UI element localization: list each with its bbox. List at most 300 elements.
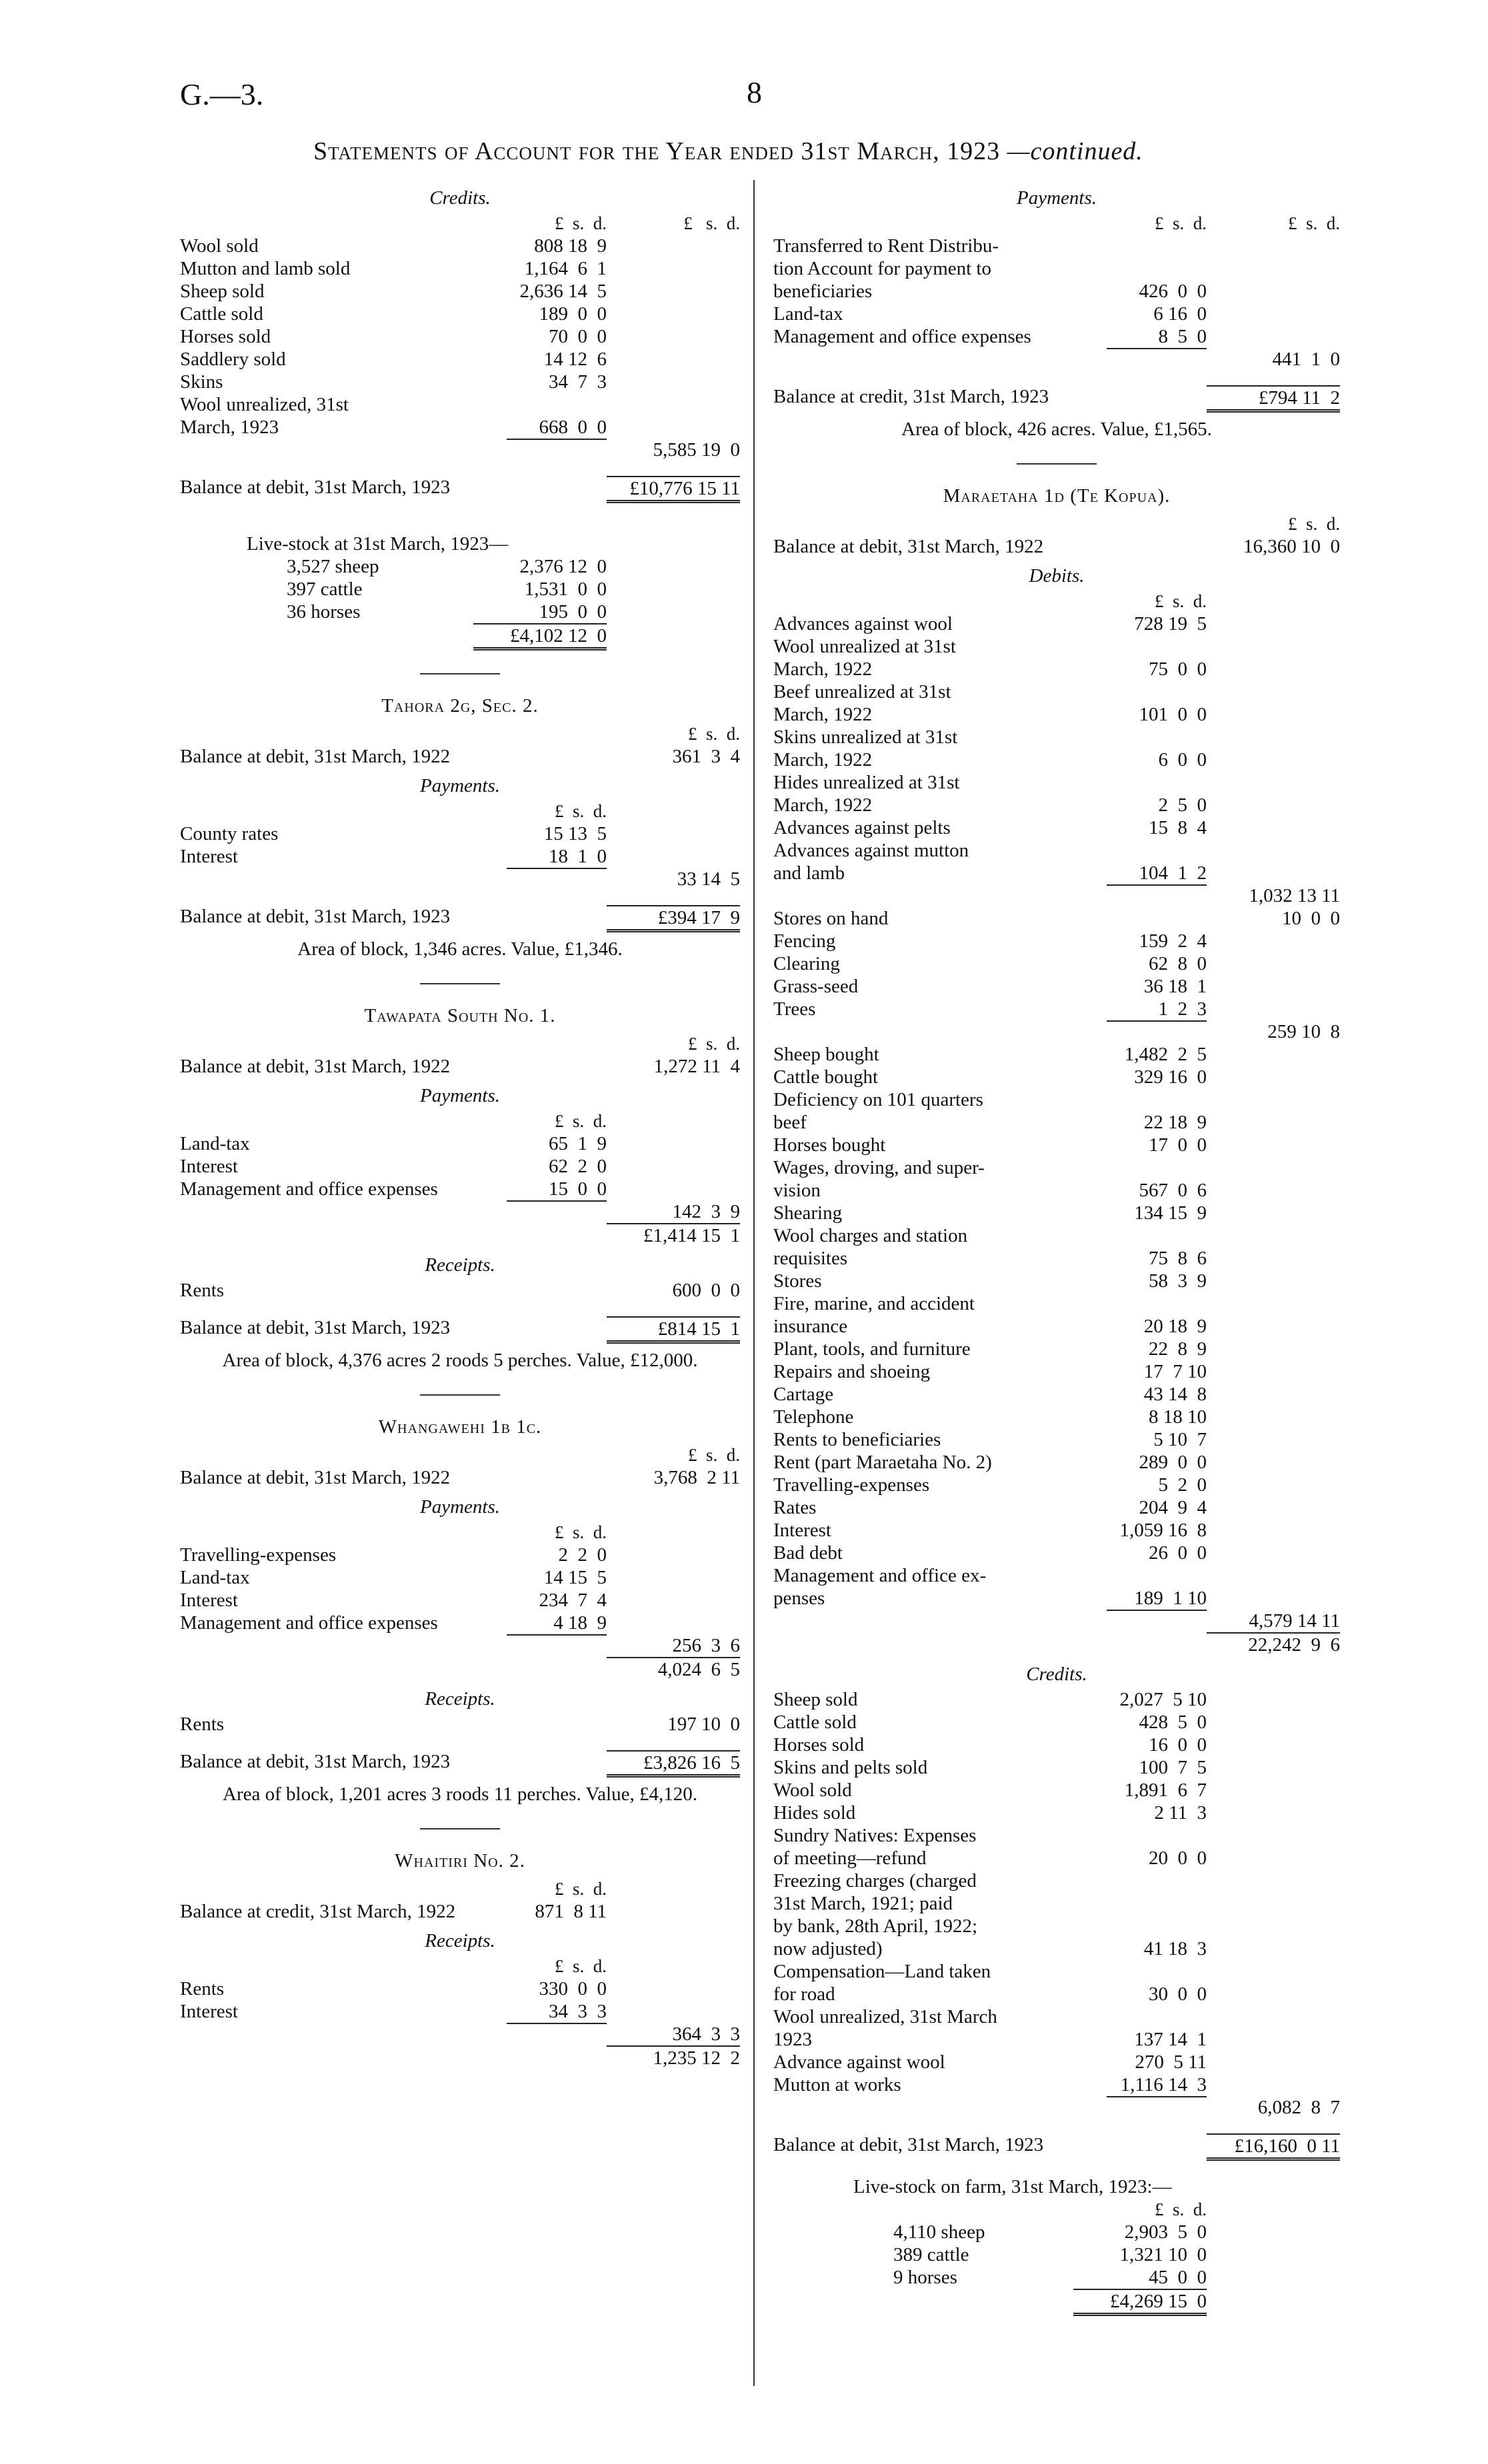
row-label: beneficiaries bbox=[773, 281, 873, 302]
maraetaha-debits-group2 bbox=[773, 930, 1340, 1020]
tawapata-balance-1923 bbox=[180, 1316, 740, 1344]
row-label: Fire, marine, and accident bbox=[773, 1293, 975, 1314]
table-row bbox=[773, 794, 1340, 816]
table-row bbox=[773, 1292, 1340, 1315]
row-label: Stores bbox=[773, 1270, 822, 1292]
row-label: Cattle bought bbox=[773, 1066, 879, 1088]
row-label: Rents bbox=[180, 1714, 225, 1735]
table-row bbox=[180, 1132, 740, 1155]
maraetaha-balance-1922-value: 16,360 10 0 bbox=[1243, 536, 1340, 557]
maraetaha-balance-1922-label: Balance at debit, 31st March, 1922 bbox=[773, 536, 1044, 557]
maraetaha-title: Maraetaha 1d (Te Kopua). bbox=[943, 485, 1171, 507]
credits-heading: Credits. bbox=[429, 187, 491, 209]
tahora-payments-total: 33 14 5 bbox=[677, 868, 740, 890]
row-label: Deficiency on 101 quarters bbox=[773, 1089, 983, 1110]
table-row bbox=[773, 1960, 1340, 1983]
row-label: Sheep bought bbox=[773, 1044, 879, 1065]
row-value: 159 2 4 bbox=[1139, 930, 1207, 952]
row-label: Wages, droving, and super- bbox=[773, 1157, 985, 1178]
table-row bbox=[773, 1451, 1340, 1474]
row-label: Management and office ex- bbox=[773, 1565, 987, 1586]
row-label: requisites bbox=[773, 1248, 848, 1269]
whangawehi-balance-1922-label: Balance at debit, 31st March, 1922 bbox=[180, 1467, 451, 1488]
table-row bbox=[773, 771, 1340, 794]
table-row bbox=[773, 1066, 1340, 1088]
right-balance-credit-1923 bbox=[773, 385, 1340, 413]
row-label: Rates bbox=[773, 1497, 817, 1518]
table-row bbox=[773, 1111, 1340, 1134]
tawapata-balance-1922-label: Balance at debit, 31st March, 1922 bbox=[180, 1056, 451, 1077]
table-row bbox=[287, 601, 607, 623]
table-row bbox=[180, 303, 740, 325]
table-row bbox=[773, 1428, 1340, 1451]
maraetaha-debits-heading: Debits. bbox=[1029, 565, 1085, 587]
maraetaha-balance-1923-label: Balance at debit, 31st March, 1923 bbox=[773, 2134, 1044, 2155]
table-row bbox=[773, 1134, 1340, 1156]
whangawehi-payments-total: 256 3 6 bbox=[672, 1635, 740, 1656]
tahora-area: Area of block, 1,346 acres. Value, £1,346. bbox=[297, 938, 623, 960]
page-number: 8 bbox=[747, 75, 762, 109]
livestock-list bbox=[287, 555, 607, 623]
tahora-balance-1922-label: Balance at debit, 31st March, 1922 bbox=[180, 746, 451, 767]
table-row bbox=[773, 1587, 1340, 1610]
whaitiri-receipts-heading: Receipts. bbox=[425, 1930, 495, 1951]
row-label: Horses sold bbox=[773, 1734, 865, 1756]
row-label: Trees bbox=[773, 998, 816, 1020]
whangawehi-payments-heading: Payments. bbox=[420, 1496, 500, 1518]
row-label: 31st March, 1921; paid bbox=[773, 1893, 953, 1914]
row-label: Advances against wool bbox=[773, 613, 953, 634]
row-value: 17 0 0 bbox=[1149, 1134, 1207, 1156]
row-label: Skins unrealized at 31st bbox=[773, 726, 958, 748]
row-value: 1,116 14 3 bbox=[1120, 2074, 1207, 2095]
table-row bbox=[773, 1802, 1340, 1824]
row-label: March, 1922 bbox=[773, 704, 873, 725]
row-label: Interest bbox=[180, 1590, 238, 1611]
tawapata-receipts-list bbox=[180, 1279, 740, 1302]
table-row bbox=[180, 235, 740, 257]
row-label: Horses sold bbox=[180, 326, 271, 347]
table-row bbox=[773, 1360, 1340, 1383]
livestock-total: £4,102 12 0 bbox=[473, 623, 607, 650]
row-label: Compensation—Land taken bbox=[773, 1961, 991, 1982]
credits-total-row bbox=[180, 439, 740, 461]
table-row bbox=[773, 1156, 1340, 1179]
tahora-balance-1922-value: 361 3 4 bbox=[672, 746, 740, 767]
row-value: 2 5 0 bbox=[1158, 794, 1207, 816]
tawapata-receipts-heading: Receipts. bbox=[425, 1254, 495, 1276]
right-balance-value: £794 11 2 bbox=[1207, 385, 1340, 413]
table-row bbox=[773, 1756, 1340, 1779]
maraetaha-livestock-total: £4,269 15 0 bbox=[1073, 2289, 1207, 2316]
table-row bbox=[180, 348, 740, 371]
row-label: Shearing bbox=[773, 1202, 843, 1224]
livestock-heading: Live-stock at 31st March, 1923— bbox=[247, 533, 509, 555]
table-row bbox=[773, 1179, 1340, 1202]
table-row bbox=[180, 393, 740, 416]
row-value: 26 0 0 bbox=[1149, 1542, 1207, 1564]
row-label: Interest bbox=[180, 846, 238, 867]
right-payments-heading: Payments. bbox=[1017, 187, 1097, 209]
maraetaha-credits-heading: Credits. bbox=[1026, 1664, 1087, 1685]
row-value: 45 0 0 bbox=[1149, 2267, 1207, 2288]
row-value: 104 1 2 bbox=[1139, 862, 1207, 884]
whaitiri-total: 1,235 12 2 bbox=[607, 2045, 740, 2069]
maraetaha-credits-list bbox=[773, 1688, 1340, 2096]
tawapata-balance-1923-value: £814 15 1 bbox=[607, 1316, 740, 1344]
row-value: 329 16 0 bbox=[1134, 1066, 1207, 1088]
row-label: Management and office expenses bbox=[180, 1612, 438, 1634]
row-value: 567 0 6 bbox=[1139, 1180, 1207, 1201]
whaitiri-balance-1922-label: Balance at credit, 31st March, 1922 bbox=[180, 1901, 456, 1922]
row-label: of meeting—refund bbox=[773, 1848, 927, 1869]
whangawehi-receipts-list bbox=[180, 1713, 740, 1736]
row-value: 22 18 9 bbox=[1143, 1112, 1207, 1133]
table-row bbox=[773, 1915, 1340, 1937]
row-value: 197 10 0 bbox=[667, 1714, 740, 1735]
maraetaha-credits-total: 6,082 8 7 bbox=[1257, 2097, 1340, 2118]
table-row bbox=[180, 1589, 740, 1612]
whaitiri-receipts-list bbox=[180, 1977, 740, 2023]
row-value: 1,891 6 7 bbox=[1124, 1780, 1207, 1801]
row-value: 22 8 9 bbox=[1149, 1338, 1207, 1360]
table-row bbox=[180, 1544, 740, 1566]
livestock-total-row bbox=[287, 623, 607, 650]
whangawehi-receipts-heading: Receipts. bbox=[425, 1688, 495, 1710]
row-value: 600 0 0 bbox=[672, 1280, 740, 1301]
whangawehi-balance-1922-value: 3,768 2 11 bbox=[653, 1467, 740, 1488]
table-row bbox=[180, 1155, 740, 1178]
row-label: 3,527 sheep bbox=[287, 556, 379, 577]
row-label: Transferred to Rent Distribu- bbox=[773, 235, 999, 257]
row-label: 1923 bbox=[773, 2029, 812, 2050]
stores-on-hand-value: 10 0 0 bbox=[1282, 908, 1340, 929]
table-row bbox=[773, 1892, 1340, 1915]
table-row bbox=[773, 1869, 1340, 1892]
maraetaha-stores-on-hand bbox=[773, 907, 1340, 930]
section-rule bbox=[1017, 463, 1097, 465]
table-row bbox=[773, 325, 1340, 348]
table-row bbox=[180, 371, 740, 393]
table-row bbox=[773, 1383, 1340, 1406]
table-row bbox=[773, 839, 1340, 862]
table-row bbox=[773, 1270, 1340, 1292]
row-label: Wool unrealized, 31st March bbox=[773, 2006, 997, 2027]
row-value: 204 9 4 bbox=[1139, 1497, 1207, 1518]
table-row bbox=[180, 416, 740, 439]
row-label: 4,110 sheep bbox=[893, 2221, 985, 2243]
balance-value: £10,776 15 11 bbox=[607, 476, 740, 503]
row-value: 14 12 6 bbox=[543, 349, 607, 370]
table-row bbox=[773, 952, 1340, 975]
row-value: 270 5 11 bbox=[1135, 2051, 1207, 2073]
row-value: 65 1 9 bbox=[549, 1133, 607, 1154]
row-value: 1,164 6 1 bbox=[524, 258, 607, 279]
row-label: by bank, 28th April, 1922; bbox=[773, 1915, 978, 1937]
document-code: G.—3. bbox=[180, 77, 264, 111]
table-row bbox=[180, 1279, 740, 1302]
table-row bbox=[773, 975, 1340, 998]
row-label: March, 1923 bbox=[180, 417, 279, 438]
column-divider bbox=[753, 180, 755, 2386]
section-rule bbox=[420, 983, 500, 984]
row-value: 15 8 4 bbox=[1149, 817, 1207, 838]
table-row bbox=[773, 613, 1340, 635]
row-value: 34 3 3 bbox=[549, 2001, 607, 2022]
row-label: Beef unrealized at 31st bbox=[773, 681, 951, 702]
row-label: Clearing bbox=[773, 953, 840, 974]
tahora-title: Tahora 2g, Sec. 2. bbox=[381, 695, 539, 716]
row-value: 189 0 0 bbox=[539, 303, 607, 325]
tawapata-balance-1922 bbox=[180, 1055, 740, 1078]
row-label: Management and office expenses bbox=[773, 326, 1031, 347]
row-value: 134 15 9 bbox=[1134, 1202, 1207, 1224]
table-row bbox=[180, 2000, 740, 2023]
row-label: Saddlery sold bbox=[180, 349, 286, 370]
row-label: Freezing charges (charged bbox=[773, 1870, 977, 1891]
table-row bbox=[773, 680, 1340, 703]
row-value: 75 8 6 bbox=[1149, 1248, 1207, 1269]
unit-header: £ s. d. £ s. d. bbox=[554, 213, 740, 233]
credits-list bbox=[180, 235, 740, 439]
row-label: Travelling-expenses bbox=[773, 1474, 930, 1496]
table-row bbox=[773, 1474, 1340, 1496]
table-row bbox=[773, 1247, 1340, 1270]
table-row bbox=[773, 658, 1340, 680]
tawapata-balance-1923-label: Balance at debit, 31st March, 1923 bbox=[180, 1317, 451, 1338]
row-label: 36 horses bbox=[287, 601, 361, 622]
row-value: 15 13 5 bbox=[543, 823, 607, 844]
table-row bbox=[773, 1202, 1340, 1224]
tahora-payments-list bbox=[180, 822, 740, 868]
row-value: 6 16 0 bbox=[1153, 303, 1207, 325]
table-row bbox=[893, 2243, 1207, 2266]
table-row bbox=[773, 2073, 1340, 2096]
row-value: 17 7 10 bbox=[1143, 1361, 1207, 1382]
maraetaha-group2-total: 259 10 8 bbox=[1267, 1021, 1340, 1042]
table-row bbox=[773, 1688, 1340, 1711]
table-row bbox=[773, 1224, 1340, 1247]
row-value: 101 0 0 bbox=[1139, 704, 1207, 725]
row-value: 289 0 0 bbox=[1139, 1452, 1207, 1473]
row-label: Fencing bbox=[773, 930, 836, 952]
row-value: 15 0 0 bbox=[549, 1178, 607, 1200]
row-value: 20 18 9 bbox=[1143, 1316, 1207, 1337]
row-label: Interest bbox=[180, 1156, 238, 1177]
row-label: Hides unrealized at 31st bbox=[773, 772, 960, 793]
row-label: March, 1922 bbox=[773, 749, 873, 770]
whangawehi-balance-1923-value: £3,826 16 5 bbox=[607, 1750, 740, 1778]
row-label: penses bbox=[773, 1588, 825, 1609]
row-label: Plant, tools, and furniture bbox=[773, 1338, 971, 1360]
row-label: Wool sold bbox=[180, 235, 259, 257]
table-row bbox=[773, 1519, 1340, 1542]
row-label: Mutton and lamb sold bbox=[180, 258, 351, 279]
table-row bbox=[773, 930, 1340, 952]
table-row bbox=[287, 578, 607, 601]
table-row bbox=[773, 1043, 1340, 1066]
maraetaha-balance-1923 bbox=[773, 2133, 1340, 2161]
row-value: 70 0 0 bbox=[549, 326, 607, 347]
row-label: now adjusted) bbox=[773, 1938, 883, 1959]
row-value: 43 14 8 bbox=[1143, 1384, 1207, 1405]
table-row bbox=[773, 1937, 1340, 1960]
row-value: 1,059 16 8 bbox=[1119, 1520, 1207, 1541]
row-label: Advances against pelts bbox=[773, 817, 951, 838]
table-row bbox=[773, 1315, 1340, 1338]
row-value: 5 2 0 bbox=[1158, 1474, 1207, 1496]
table-row bbox=[773, 1779, 1340, 1802]
row-label: 397 cattle bbox=[287, 579, 363, 600]
table-row bbox=[773, 280, 1340, 303]
row-label: Telephone bbox=[773, 1406, 854, 1428]
row-value: 668 0 0 bbox=[539, 417, 607, 438]
table-row bbox=[773, 1088, 1340, 1111]
table-row bbox=[180, 822, 740, 845]
row-label: Horses bought bbox=[773, 1134, 886, 1156]
row-value: 808 18 9 bbox=[534, 235, 607, 257]
right-balance-label: Balance at credit, 31st March, 1923 bbox=[773, 386, 1049, 407]
whangawehi-area: Area of block, 1,201 acres 3 roods 11 perches. Value, £4,120. bbox=[223, 1784, 697, 1805]
row-label: March, 1922 bbox=[773, 658, 873, 680]
row-value: 2 11 3 bbox=[1154, 1802, 1207, 1824]
table-row bbox=[773, 257, 1340, 280]
row-label: Skins and pelts sold bbox=[773, 1757, 928, 1778]
row-label: March, 1922 bbox=[773, 794, 873, 816]
table-row bbox=[773, 1711, 1340, 1734]
table-row bbox=[773, 1847, 1340, 1869]
section-rule bbox=[420, 1394, 500, 1396]
tawapata-area: Area of block, 4,376 acres 2 roods 5 perches. Value, £12,000. bbox=[222, 1350, 698, 1371]
table-row bbox=[893, 2266, 1207, 2289]
row-label: Wool unrealized at 31st bbox=[773, 636, 956, 657]
whaitiri-balance-1922-value: 871 8 11 bbox=[535, 1901, 607, 1922]
row-label: Grass-seed bbox=[773, 976, 859, 997]
maraetaha-debits-group1 bbox=[773, 613, 1340, 884]
row-value: 330 0 0 bbox=[539, 1978, 607, 1999]
table-row bbox=[180, 1178, 740, 1200]
row-value: 2,903 5 0 bbox=[1124, 2221, 1207, 2243]
row-label: Repairs and shoeing bbox=[773, 1361, 931, 1382]
row-label: Mutton at works bbox=[773, 2074, 901, 2095]
whangawehi-balance-1922 bbox=[180, 1466, 740, 1489]
row-value: 8 18 10 bbox=[1149, 1406, 1207, 1428]
row-value: 1,321 10 0 bbox=[1119, 2244, 1207, 2265]
right-area: Area of block, 426 acres. Value, £1,565. bbox=[901, 419, 1212, 440]
table-row bbox=[180, 845, 740, 868]
table-row bbox=[180, 1566, 740, 1589]
row-label: Wool charges and station bbox=[773, 1225, 968, 1246]
row-label: insurance bbox=[773, 1316, 848, 1337]
balance-debit-1923-row bbox=[180, 476, 740, 503]
row-label: Bad debt bbox=[773, 1542, 843, 1564]
table-row bbox=[773, 1542, 1340, 1564]
row-label: beef bbox=[773, 1112, 807, 1133]
table-row bbox=[773, 862, 1340, 884]
row-label: and lamb bbox=[773, 862, 845, 884]
table-row bbox=[773, 2028, 1340, 2051]
table-row bbox=[773, 1406, 1340, 1428]
row-value: 1,531 0 0 bbox=[524, 579, 607, 600]
row-value: 41 18 3 bbox=[1143, 1938, 1207, 1959]
table-row bbox=[773, 816, 1340, 839]
table-row bbox=[180, 1612, 740, 1634]
row-label: for road bbox=[773, 1983, 835, 2005]
table-row bbox=[773, 1734, 1340, 1756]
table-row bbox=[773, 303, 1340, 325]
tawapata-subtotal: £1,414 15 1 bbox=[607, 1223, 740, 1247]
row-label: Advance against wool bbox=[773, 2051, 945, 2073]
table-row bbox=[180, 1977, 740, 2000]
table-row bbox=[773, 1983, 1340, 2005]
title-main: Statements of Account for the Year ended 31st March, 1923 bbox=[313, 137, 1001, 165]
row-value: 20 0 0 bbox=[1149, 1848, 1207, 1869]
whangawehi-payments-list bbox=[180, 1544, 740, 1634]
table-row bbox=[773, 2005, 1340, 2028]
row-label: Land-tax bbox=[773, 303, 843, 325]
row-value: 14 15 5 bbox=[543, 1567, 607, 1588]
table-row bbox=[893, 2221, 1207, 2243]
maraetaha-balance-1923-value: £16,160 0 11 bbox=[1207, 2133, 1340, 2161]
row-value: 2 2 0 bbox=[558, 1544, 607, 1566]
balance-label: Balance at debit, 31st March, 1923 bbox=[180, 477, 451, 498]
row-value: 36 18 1 bbox=[1143, 976, 1207, 997]
row-value: 2,636 14 5 bbox=[519, 281, 607, 302]
row-value: 16 0 0 bbox=[1149, 1734, 1207, 1756]
table-row bbox=[773, 726, 1340, 748]
page-title bbox=[313, 137, 1313, 166]
row-label: tion Account for payment to bbox=[773, 258, 991, 279]
table-row bbox=[773, 1824, 1340, 1847]
left-column: Credits. £ s. d. £ s. d. Wool sold 808 18 9 Mutton and lamb sold 1,164 6 1 Sheep sold 2,636 14 5 Cattle sold 189 0 0 Horses sold 70 0 0 Saddlery sold 14 12 6 Skins 34 7 3 Wool unrealized, 31st March, 1923 668 0 0 5,585 19 0 Balance at debit, 31st March, 1923 £10,776 15 11 Live-stock at 31st March, 1923— 3,527 sheep 2,376 12 0 397 cattle 1,531 0 0 36 horses 195 0 0 £4,102 12 0 Tahora 2g, Sec. 2. £ s. d. Balance at debit, 31st March, 1922 361 3 4 Payments. £ s. d. County rates 15 13 5 Interest 18 1 0 33 14 5 Balance at debit, 31st March, 1923 £394 17 9 Area of block, 1,346 acres. Value, £1,346. Tawapata South No. 1. £ s. d. Balance at debit, 31st March, 1922 1,272 11 4 Payments. £ s. d. Land-tax 65 1 9 Interest 62 2 0 Management and office expenses 15 0 0 142 3 9 £1,414 15 1 Receipts. Rents 600 0 0 Balance at debit, 31st March, 1923 £814 15 1 Area of block, 4,376 acres 2 roods 5 perches. Value, £12,000. Whangawehi 1b 1c. £ s. d. Balance at debit, 31st March, 1922 3,768 2 11 Payments. £ s. d. Travelling-expenses 2 2 0 Land-tax 14 15 5 Interest 234 7 4 Management and office expenses 4 18 9 256 3 6 4,024 6 5 Receipts. Rents 197 10 0 Balance at debit, 31st March, 1923 £3,826 16 5 Area of block, 1,201 acres 3 roods 11 perches. Value, £4,120. Whaitiri No. 2. £ s. d. Balance at credit, 31st March, 1922 871 8 11 Receipts. £ s. d. Rents 330 0 0 Interest 34 3 3 364 3 3 1,235 12 2 bbox=[180, 187, 740, 2069]
tahora-balance-1923-label: Balance at debit, 31st March, 1923 bbox=[180, 906, 451, 927]
title-continued: —continued. bbox=[1007, 137, 1143, 165]
row-value: 2,376 12 0 bbox=[519, 556, 607, 577]
row-value: 6 0 0 bbox=[1158, 749, 1207, 770]
row-value: 75 0 0 bbox=[1149, 658, 1207, 680]
tahora-balance-1923-value: £394 17 9 bbox=[607, 905, 740, 932]
row-label: Interest bbox=[180, 2001, 238, 2022]
tawapata-payments-list bbox=[180, 1132, 740, 1200]
row-label: Skins bbox=[180, 371, 223, 393]
table-row bbox=[773, 2051, 1340, 2073]
row-label: Cattle sold bbox=[773, 1712, 857, 1733]
row-label: Hides sold bbox=[773, 1802, 856, 1824]
row-value: 8 5 0 bbox=[1158, 326, 1207, 347]
right-payments-list bbox=[773, 235, 1340, 348]
row-value: 4 18 9 bbox=[553, 1612, 607, 1634]
table-row bbox=[773, 1564, 1340, 1587]
row-label: Cattle sold bbox=[180, 303, 263, 325]
whaitiri-receipts-total: 364 3 3 bbox=[672, 2023, 740, 2045]
row-value: 195 0 0 bbox=[539, 601, 607, 622]
row-label: 389 cattle bbox=[893, 2244, 969, 2265]
tahora-payments-heading: Payments. bbox=[420, 775, 500, 796]
row-label: Wool unrealized, 31st bbox=[180, 394, 349, 415]
whaitiri-title: Whaitiri No. 2. bbox=[395, 1850, 525, 1871]
row-label: Land-tax bbox=[180, 1133, 250, 1154]
whangawehi-balance-1923-label: Balance at debit, 31st March, 1923 bbox=[180, 1751, 451, 1772]
row-label: Rents to beneficiaries bbox=[773, 1429, 941, 1450]
tawapata-payments-total: 142 3 9 bbox=[672, 1201, 740, 1222]
right-payments-total: 441 1 0 bbox=[1272, 349, 1340, 370]
credits-total: 5,585 19 0 bbox=[653, 439, 740, 461]
maraetaha-livestock-list bbox=[893, 2221, 1207, 2289]
whangawehi-subtotal: 4,024 6 5 bbox=[607, 1657, 740, 1681]
tawapata-title: Tawapata South No. 1. bbox=[364, 1005, 556, 1026]
row-label: Rent (part Maraetaha No. 2) bbox=[773, 1452, 992, 1473]
row-label: Wool sold bbox=[773, 1780, 852, 1801]
